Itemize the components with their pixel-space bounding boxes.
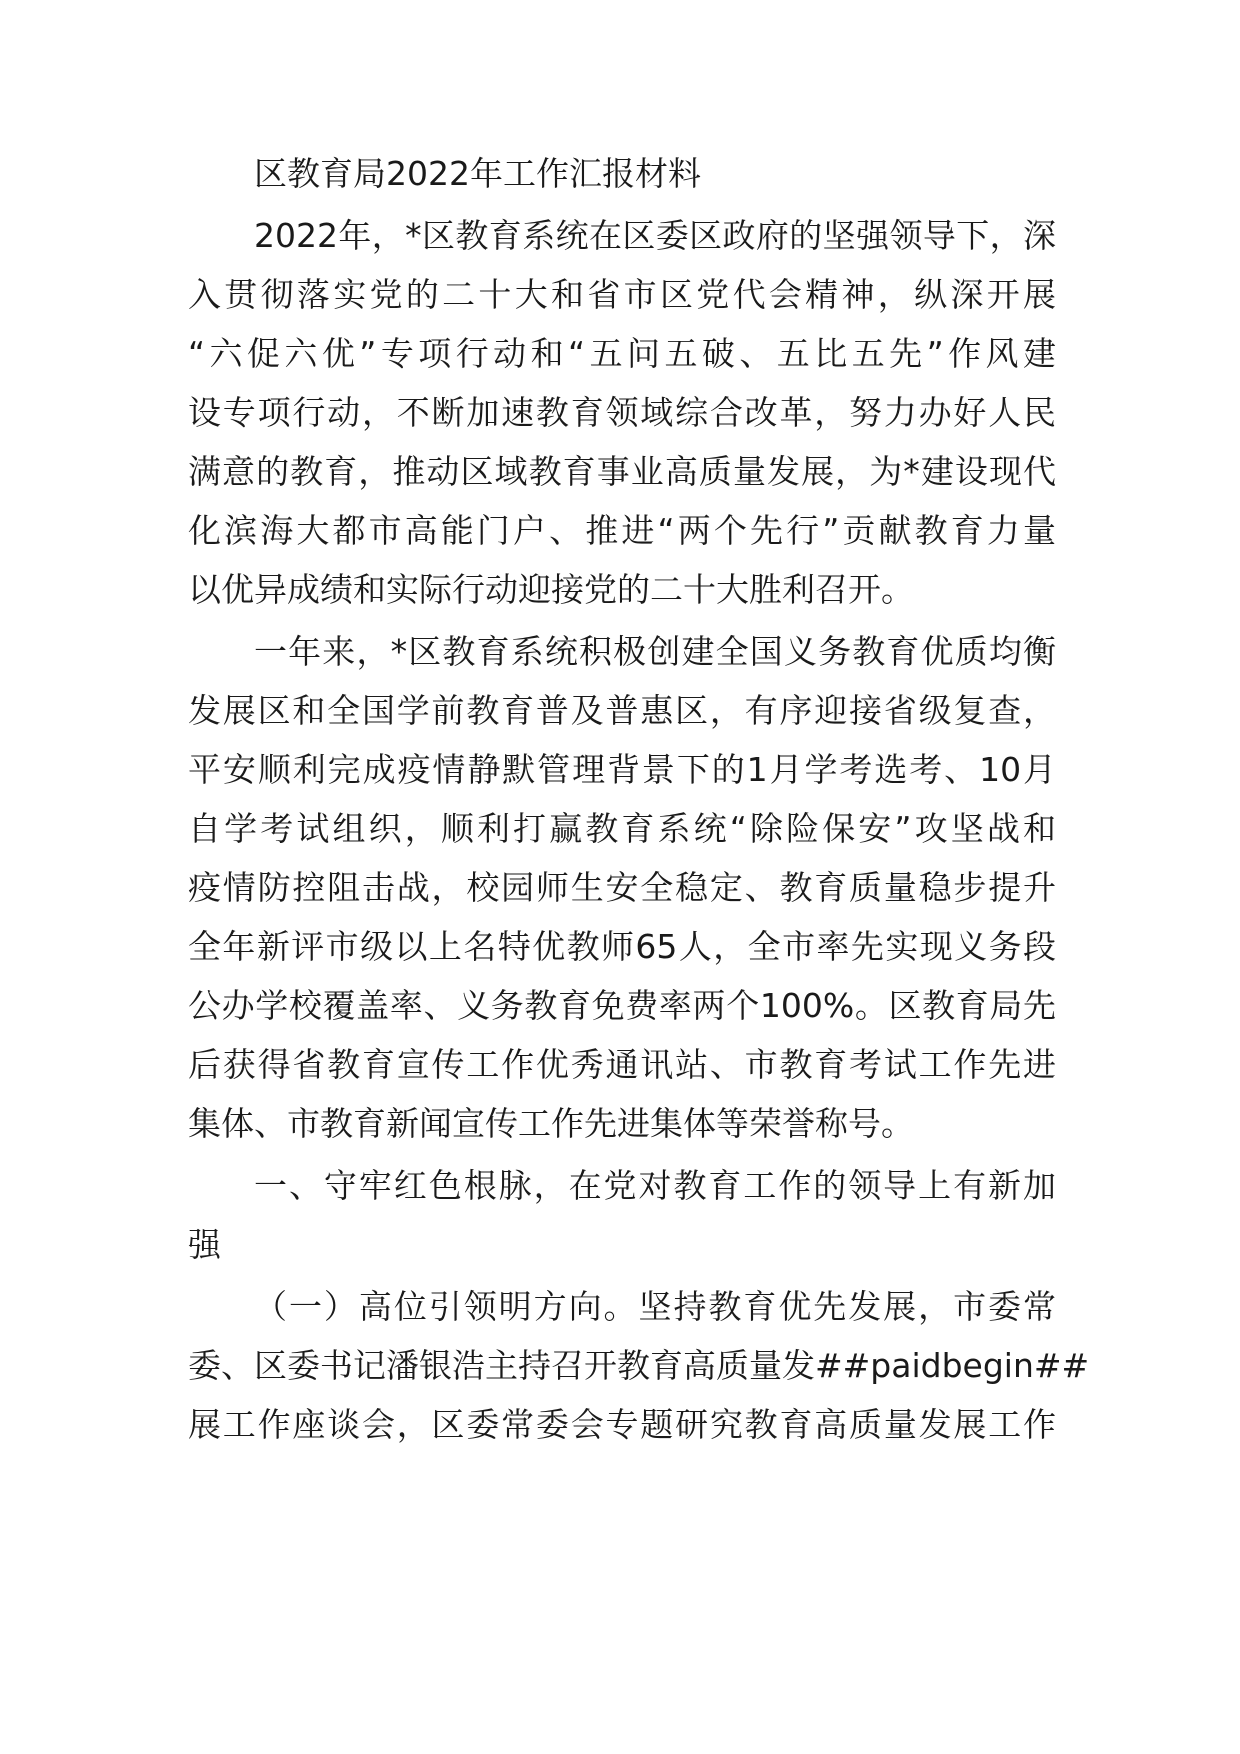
text-line: 发展区和全国学前教育普及普惠区，有序迎接省级复查， — [188, 691, 1056, 730]
text-line: 化滨海大都市高能门户、推进“两个先行”贡献教育力量 — [188, 511, 1056, 550]
text-line: 平安顺利完成疫情静默管理背景下的1月学考选考、10月 — [188, 750, 1056, 789]
text-line: 后获得省教育宣传工作优秀通讯站、市教育考试工作先进 — [188, 1045, 1056, 1084]
paragraph-line — [0, 798, 1240, 860]
paragraph-line — [0, 205, 1240, 267]
paragraph-line — [0, 916, 1240, 978]
section-heading — [0, 1155, 1240, 1217]
paragraph-line — [0, 739, 1240, 801]
text-line: 以优异成绩和实际行动迎接党的二十大胜利召开。 — [188, 570, 914, 609]
text-line: 全年新评市级以上名特优教师65人，全市率先实现义务段 — [188, 927, 1056, 966]
text-line: “六促六优”专项行动和“五问五破、五比五先”作风建 — [188, 334, 1056, 373]
section-heading-text: 一、守牢红色根脉，在党对教育工作的领导上有新加 — [254, 1166, 1056, 1205]
paragraph-line — [0, 857, 1240, 919]
paragraph-line — [0, 1034, 1240, 1096]
paragraph-line — [0, 1335, 1240, 1397]
text-line: 自学考试组织，顺利打赢教育系统“除险保安”攻坚战和 — [188, 809, 1056, 848]
text-line: 满意的教育，推动区域教育事业高质量发展，为*建设现代 — [188, 452, 1056, 491]
paragraph-line — [0, 680, 1240, 742]
paragraph-line — [0, 1093, 1240, 1155]
text-line: 入贯彻落实党的二十大和省市区党代会精神，纵深开展 — [188, 275, 1056, 314]
paragraph-line — [0, 500, 1240, 562]
section-heading — [0, 1214, 1240, 1276]
paragraph-line — [0, 621, 1240, 683]
text-line: 疫情防控阻击战，校园师生安全稳定、教育质量稳步提升 — [188, 868, 1056, 907]
paragraph-line — [0, 441, 1240, 503]
paragraph-line — [0, 1394, 1240, 1456]
paragraph-line — [0, 559, 1240, 621]
text-line: 一年来，*区教育系统积极创建全国义务教育优质均衡 — [254, 632, 1056, 671]
section-heading-text: 强 — [188, 1225, 221, 1264]
paragraph-line — [0, 975, 1240, 1037]
text-line: 设专项行动，不断加速教育领域综合改革，努力办好人民 — [188, 393, 1056, 432]
document-title — [0, 143, 1240, 205]
paragraph-line — [0, 382, 1240, 444]
document-title-text: 区教育局2022年工作汇报材料 — [254, 154, 701, 193]
paragraph-line — [0, 323, 1240, 385]
text-line: （一）高位引领明方向。坚持教育优先发展，市委常 — [254, 1287, 1056, 1326]
text-line: 委、区委书记潘银浩主持召开教育高质量发##paidbegin## — [188, 1346, 1090, 1385]
text-line: 公办学校覆盖率、义务教育免费率两个100%。区教育局先 — [188, 986, 1056, 1025]
paragraph-line — [0, 264, 1240, 326]
paragraph-line — [0, 1276, 1240, 1338]
text-line: 2022年，*区教育系统在区委区政府的坚强领导下，深 — [254, 216, 1056, 255]
text-line: 展工作座谈会，区委常委会专题研究教育高质量发展工作 — [188, 1405, 1056, 1444]
text-line: 集体、市教育新闻宣传工作先进集体等荣誉称号。 — [188, 1104, 914, 1143]
